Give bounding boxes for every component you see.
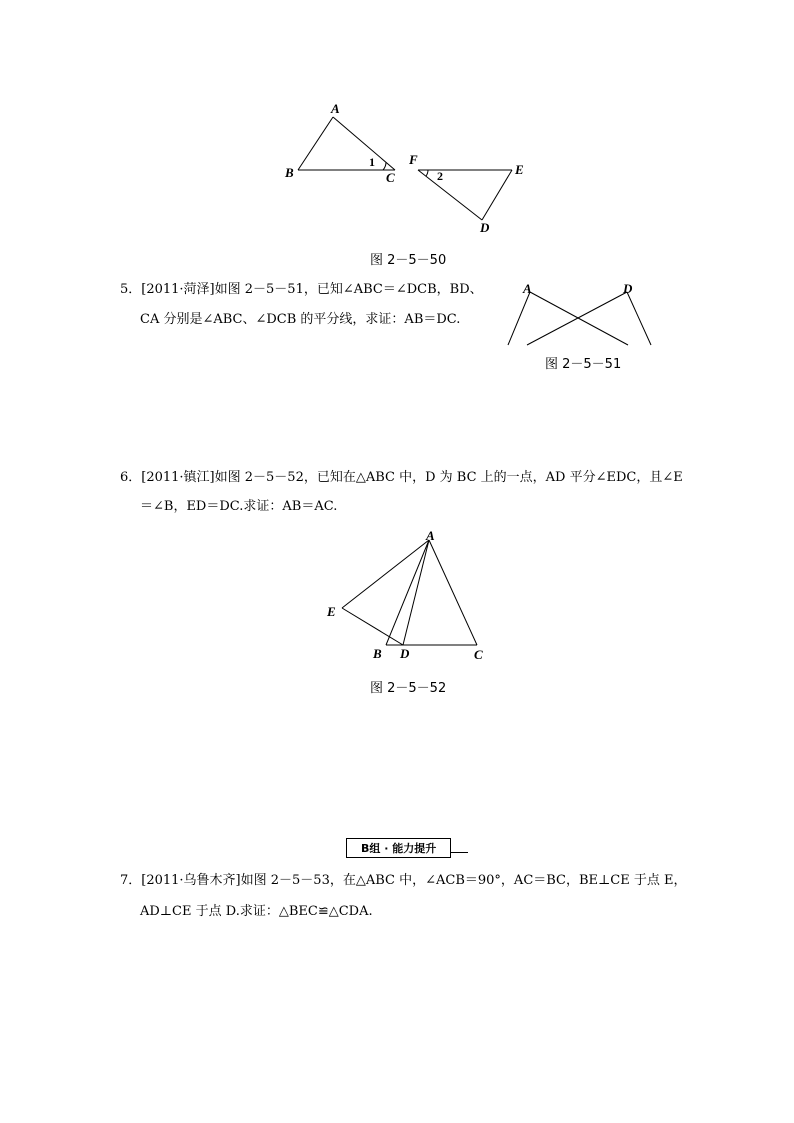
segment-d-right <box>627 292 651 345</box>
angle-2-label: 2 <box>437 169 443 183</box>
point-b-label: B <box>285 165 294 180</box>
point-a-label: A <box>523 281 532 296</box>
point-d-label: D <box>480 220 490 235</box>
point-e-label: E <box>327 604 336 619</box>
point-d-label: D <box>400 646 410 661</box>
point-b-label: B <box>373 646 382 661</box>
angle-1-arc <box>383 162 386 170</box>
segment-ab <box>386 540 429 645</box>
point-c-label: C <box>474 647 483 662</box>
segment-ed <box>482 170 512 220</box>
segment-a-left <box>508 292 530 345</box>
segment-ab <box>298 117 333 170</box>
point-d-label: D <box>623 281 633 296</box>
point-c-label: C <box>386 170 395 185</box>
problem-5-line-1: 5．[2011·菏泽]如图 2－5－51，已知∠ABC＝∠DCB，BD、 <box>120 282 483 297</box>
segment-ad <box>403 540 429 645</box>
problem-7-line-1: 7．[2011·乌鲁木齐]如图 2－5－53，在△ABC 中，∠ACB＝90°，AC＝BC，BE⊥CE 于点 E， <box>120 873 687 888</box>
figure-2-5-52-caption: 图 2－5－52 <box>370 681 447 696</box>
figure-2-5-50-caption: 图 2－5－50 <box>370 253 447 268</box>
figure-2-5-50 <box>280 95 540 240</box>
segment-fd <box>418 170 482 220</box>
problem-5-line-2: CA 分别是∠ABC、∠DCB 的平分线，求证：AB＝DC. <box>140 312 461 327</box>
figure-2-5-52 <box>320 525 495 665</box>
section-title: B组 · 能力提升 <box>346 838 451 858</box>
problem-7-line-2: AD⊥CE 于点 D.求证：△BEC≌△CDA. <box>140 904 373 919</box>
problem-6-line-2: ＝∠B，ED＝DC.求证：AB＝AC. <box>140 499 338 514</box>
problem-6-line-1: 6．[2011·镇江]如图 2－5－52，已知在△ABC 中，D 为 BC 上的一点，AD 平分∠EDC，且∠E <box>120 470 683 485</box>
segment-d-cross <box>527 292 627 345</box>
point-a-label: A <box>331 101 340 116</box>
figure-2-5-51 <box>500 278 660 350</box>
segment-a-cross <box>530 292 628 345</box>
segment-ac <box>429 540 477 645</box>
figure-2-5-51-caption: 图 2－5－51 <box>545 357 622 372</box>
point-a-label: A <box>426 528 435 543</box>
point-e-label: E <box>515 162 524 177</box>
angle-2-arc <box>426 170 428 176</box>
segment-ae <box>342 540 429 608</box>
point-f-label: F <box>409 152 418 167</box>
angle-1-label: 1 <box>369 155 375 169</box>
